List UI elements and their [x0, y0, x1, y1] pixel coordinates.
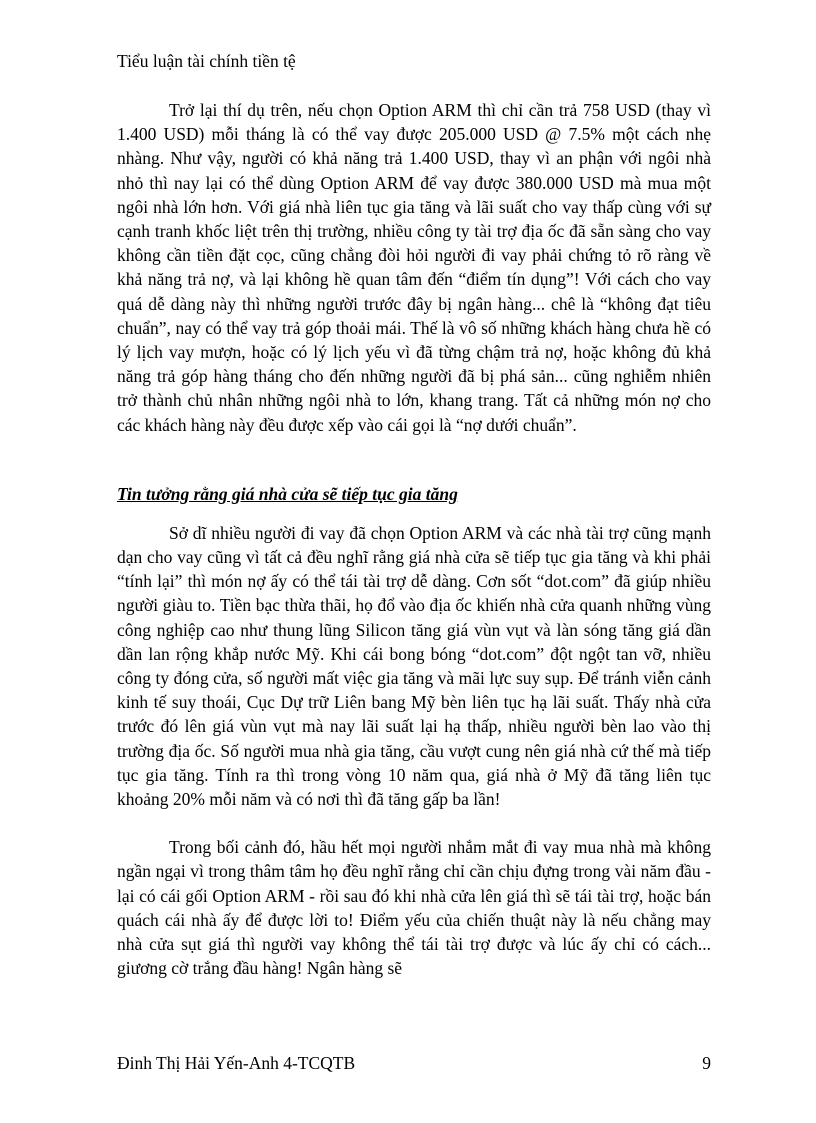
- paragraph-spacer: [117, 811, 711, 835]
- document-body: [117, 98, 711, 981]
- section-heading: Tin tưởng rằng giá nhà cửa sẽ tiếp tục gia tăng: [117, 483, 458, 504]
- page-number: 9: [702, 1053, 711, 1073]
- paragraph: Trở lại thí dụ trên, nếu chọn Option ARM thì chỉ cần trả 758 USD (thay vì 1.400 USD) mỗi tháng là có thể vay được 205.000 USD @ 7.5% một cách nhẹ nhàng. Như vậy, người có khả năng trả 1.400 USD, thay vì an phận với ngôi nhà nhỏ thì nay lại có thể dùng Option ARM để vay được 380.000 USD mà mua một ngôi nhà lớn hơn. Với giá nhà liên tục gia tăng và lãi suất cho vay thấp cùng với sự cạnh tranh khốc liệt trên thị trường, nhiều công ty tài trợ địa ốc đã sẵn sàng cho vay không cần tiền đặt cọc, cũng chẳng đòi hỏi người đi vay phải chứng tỏ rõ ràng về khả năng trả nợ, và lại không hề quan tâm đến “điểm tín dụng”! Với cách cho vay quá dễ dàng này thì những người trước đây bị ngân hàng... chê là “không đạt tiêu chuẩn”, nay có thể vay trả góp thoải mái. Thế là vô số những khách hàng chưa hề có lý lịch vay mượn, hoặc có lý lịch yếu vì đã từng chậm trả nợ, hoặc không đủ khả năng trả góp hàng tháng cho đến những người đã bị phá sản... cũng nghiễm nhiên trở thành chủ nhân những ngôi nhà to lớn, khang trang. Tất cả những món nợ cho các khách hàng này đều được xếp vào cái gọi là “nợ dưới chuẩn”.: [117, 100, 711, 435]
- page-footer: [117, 1052, 711, 1074]
- paragraph: Trong bối cảnh đó, hầu hết mọi người nhắm mắt đi vay mua nhà mà không ngần ngại vì trong thâm tâm họ đều nghĩ rằng chỉ cần chịu đựng trong vài năm đầu - lại có cái gối Option ARM - rồi sau đó khi nhà cửa lên giá thì sẽ tái tài trợ, hoặc bán quách cái nhà ấy để được lời to! Điểm yếu của chiến thuật này là nếu chẳng may nhà cửa sụt giá thì người vay không thể tái tài trợ được và lúc ấy chỉ có cách... giương cờ trắng đầu hàng! Ngân hàng sẽ: [117, 837, 711, 979]
- paragraph: Sở dĩ nhiều người đi vay đã chọn Option ARM và các nhà tài trợ cũng mạnh dạn cho vay cũng vì tất cả đều nghĩ rằng giá nhà cửa sẽ tiếp tục gia tăng và khi phải “tính lại” thì món nợ ấy có thể tái tài trợ dễ dàng. Cơn sốt “dot.com” đã giúp nhiều người giàu to. Tiền bạc thừa thãi, họ đổ vào địa ốc khiến nhà cửa quanh những vùng công nghiệp cao như thung lũng Silicon tăng giá vùn vụt và làn sóng tăng giá dần dần lan rộng khắp nước Mỹ. Khi cái bong bóng “dot.com” đột ngột tan vỡ, nhiều công ty đóng cửa, số người mất việc gia tăng và mãi lực suy sụp. Để tránh viễn cảnh kinh tế suy thoái, Cục Dự trữ Liên bang Mỹ bèn liên tục hạ lãi suất. Thấy nhà cửa trước đó lên giá vùn vụt mà nay lãi suất lại hạ thấp, nhiều người bèn lao vào thị trường địa ốc. Số người mua nhà gia tăng, cầu vượt cung nên giá nhà cứ thế mà tiếp tục gia tăng. Tính ra thì trong vòng 10 năm qua, giá nhà ở Mỹ đã tăng liên tục khoảng 20% mỗi năm và có nơi thì đã tăng gấp ba lần!: [117, 522, 711, 810]
- page-header: Tiểu luận tài chính tiền tệ: [117, 51, 296, 71]
- footer-author: Đinh Thị Hải Yến-Anh 4-TCQTB: [117, 1053, 356, 1073]
